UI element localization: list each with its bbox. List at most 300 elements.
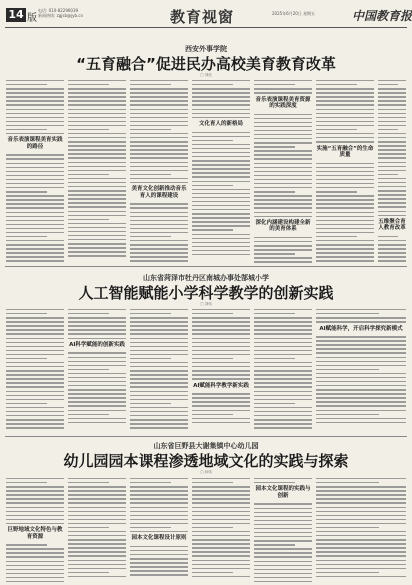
body-text-line bbox=[68, 255, 126, 256]
body-text-line bbox=[254, 88, 312, 89]
body-text-line bbox=[130, 216, 188, 217]
body-text-line bbox=[378, 252, 406, 253]
body-text-line bbox=[192, 374, 250, 375]
body-text-line bbox=[68, 478, 126, 479]
body-text-line bbox=[6, 544, 47, 545]
body-text-line bbox=[192, 378, 250, 379]
body-text-line bbox=[130, 137, 188, 138]
body-text-line bbox=[68, 551, 126, 552]
body-text-line bbox=[6, 399, 64, 400]
body-text-line bbox=[254, 317, 312, 318]
body-text-line bbox=[192, 205, 250, 206]
body-text-line bbox=[254, 358, 295, 359]
body-text-line bbox=[6, 556, 64, 557]
body-text-line bbox=[130, 554, 188, 555]
body-text-line bbox=[192, 238, 250, 239]
body-text-line bbox=[68, 121, 126, 122]
body-text-line bbox=[192, 209, 250, 210]
body-text-line bbox=[6, 552, 64, 553]
body-text-line bbox=[130, 478, 188, 479]
body-text-line bbox=[192, 160, 250, 161]
article-subhead: 巨野地域文化特色与教育资源 bbox=[7, 527, 63, 540]
body-text-line bbox=[130, 519, 188, 520]
body-text-line bbox=[254, 556, 312, 557]
body-text-line bbox=[378, 211, 406, 212]
body-text-line bbox=[130, 386, 188, 387]
body-text-line bbox=[254, 249, 312, 250]
body-text-line bbox=[192, 515, 250, 516]
body-text-line bbox=[68, 109, 126, 110]
body-text-line bbox=[316, 84, 357, 85]
body-text-line bbox=[6, 199, 64, 200]
body-text-line bbox=[6, 498, 64, 499]
body-text-line bbox=[6, 569, 64, 570]
article1-column-2 bbox=[68, 80, 126, 259]
body-text-line bbox=[378, 202, 406, 203]
body-text-line bbox=[6, 309, 64, 310]
body-text-line bbox=[68, 247, 126, 248]
body-text-line bbox=[378, 236, 398, 237]
body-text-line bbox=[6, 80, 64, 81]
body-text-line bbox=[254, 407, 312, 408]
body-text-line bbox=[130, 511, 188, 512]
body-text-line bbox=[130, 141, 188, 142]
body-text-line bbox=[254, 478, 312, 479]
body-text-line bbox=[316, 340, 406, 341]
article-subhead: 五维聚合育人教育改革 bbox=[378, 218, 406, 232]
article-subhead: 园本文化课程设计原则 bbox=[131, 535, 187, 542]
article1-column-3 bbox=[130, 80, 188, 265]
body-text-line bbox=[130, 366, 188, 367]
body-text-line bbox=[378, 88, 406, 89]
body-text-line bbox=[254, 212, 312, 213]
body-text-line bbox=[378, 162, 406, 163]
body-text-line bbox=[6, 325, 64, 326]
body-text-line bbox=[192, 168, 250, 169]
body-text-line bbox=[254, 411, 312, 412]
body-text-line bbox=[316, 117, 374, 118]
body-text-line bbox=[192, 193, 250, 194]
body-text-line bbox=[192, 88, 250, 89]
body-text-line bbox=[6, 581, 64, 582]
body-text-line bbox=[254, 346, 312, 347]
body-text-line bbox=[68, 149, 126, 150]
body-text-line bbox=[254, 516, 312, 517]
body-text-line bbox=[6, 187, 64, 188]
body-text-line bbox=[378, 174, 398, 175]
body-text-line bbox=[130, 260, 188, 261]
body-text-line bbox=[316, 344, 406, 345]
body-text-line bbox=[130, 566, 188, 567]
body-text-line bbox=[130, 338, 188, 339]
body-text-line bbox=[254, 114, 312, 115]
body-text-line bbox=[6, 100, 64, 101]
body-text-line bbox=[316, 551, 406, 552]
body-text-line bbox=[68, 486, 126, 487]
body-text-line bbox=[6, 342, 64, 343]
article-subhead: AI赋能科学，开启科学探究新模式 bbox=[319, 325, 403, 332]
article1-byline: □ 刘佳 bbox=[200, 73, 212, 77]
body-text-line bbox=[316, 482, 379, 483]
body-text-line bbox=[378, 92, 406, 93]
body-text-line bbox=[192, 140, 233, 141]
body-text-line bbox=[192, 486, 250, 487]
body-text-line bbox=[6, 216, 64, 217]
body-text-line bbox=[6, 171, 64, 172]
body-text-line bbox=[254, 84, 295, 85]
body-text-line bbox=[254, 419, 312, 420]
article2-column-5 bbox=[254, 309, 312, 431]
body-text-line bbox=[192, 370, 250, 371]
body-text-line bbox=[6, 523, 64, 524]
body-text-line bbox=[316, 418, 406, 419]
body-text-line bbox=[130, 419, 188, 420]
body-text-line bbox=[6, 354, 64, 355]
article2-headline: 人工智能赋能小学科学教学的创新实践 bbox=[78, 284, 334, 302]
body-text-line bbox=[6, 125, 64, 126]
body-text-line bbox=[68, 88, 126, 89]
body-text-line bbox=[6, 179, 64, 180]
body-text-line bbox=[254, 122, 312, 123]
body-text-line bbox=[192, 242, 250, 243]
body-text-line bbox=[378, 178, 406, 179]
body-text-line bbox=[130, 244, 188, 245]
body-text-line bbox=[68, 393, 126, 394]
body-text-line bbox=[130, 550, 188, 551]
body-text-line bbox=[130, 362, 188, 363]
body-text-line bbox=[254, 561, 312, 562]
body-text-line bbox=[68, 405, 126, 406]
body-text-line bbox=[6, 113, 64, 114]
body-text-line bbox=[68, 338, 126, 339]
body-text-line bbox=[130, 170, 188, 171]
body-text-line bbox=[192, 519, 250, 520]
article-subhead: 文化育人的新格局 bbox=[198, 121, 243, 128]
body-text-line bbox=[192, 414, 233, 415]
body-text-line bbox=[378, 84, 398, 85]
body-text-line bbox=[316, 167, 374, 168]
body-text-line bbox=[316, 125, 374, 126]
body-text-line bbox=[254, 175, 312, 176]
body-text-line bbox=[254, 362, 312, 363]
body-text-line bbox=[192, 225, 250, 226]
body-text-line bbox=[316, 104, 374, 105]
body-text-line bbox=[6, 366, 64, 367]
body-text-line bbox=[68, 117, 126, 118]
meta-email: 新闻热线: zgjsb@jyb.cn bbox=[38, 13, 84, 18]
body-text-line bbox=[6, 84, 47, 85]
body-text-line bbox=[378, 198, 406, 199]
body-text-line bbox=[130, 96, 188, 97]
body-text-line bbox=[130, 178, 188, 179]
body-text-line bbox=[68, 414, 109, 415]
section-title: 教育视窗 bbox=[170, 8, 235, 26]
body-text-line bbox=[316, 494, 406, 495]
body-text-line bbox=[192, 338, 250, 339]
body-text-line bbox=[192, 482, 233, 483]
article-subhead: 音乐表演课程美育实践的路径 bbox=[7, 137, 63, 150]
body-text-line bbox=[316, 321, 406, 322]
article3-column-6 bbox=[316, 478, 406, 580]
body-text-line bbox=[68, 145, 126, 146]
body-text-line bbox=[254, 552, 312, 553]
body-text-line bbox=[68, 100, 126, 101]
body-text-line bbox=[254, 565, 312, 566]
body-text-line bbox=[130, 562, 188, 563]
article-subhead: 美育文化创新推动音乐育人的课程建设 bbox=[131, 186, 187, 199]
body-text-line bbox=[254, 150, 312, 151]
body-text-line bbox=[192, 342, 250, 343]
body-text-line bbox=[192, 309, 250, 310]
article2-column-4 bbox=[192, 309, 250, 426]
article-subhead: AI赋能科学教学新实践 bbox=[193, 382, 249, 389]
body-text-line bbox=[254, 195, 312, 196]
body-text-line bbox=[254, 237, 312, 238]
body-text-line bbox=[130, 162, 188, 163]
body-text-line bbox=[316, 313, 379, 314]
body-text-line bbox=[6, 415, 64, 416]
body-text-line bbox=[316, 191, 357, 192]
body-text-line bbox=[316, 133, 374, 134]
body-text-line bbox=[316, 365, 406, 366]
body-text-line bbox=[316, 187, 374, 188]
body-text-line bbox=[68, 223, 126, 224]
body-text-line bbox=[130, 228, 188, 229]
body-text-line bbox=[378, 170, 406, 171]
body-text-line bbox=[316, 507, 406, 508]
body-text-line bbox=[6, 92, 64, 93]
body-text-line bbox=[378, 260, 406, 261]
body-text-line bbox=[316, 220, 374, 221]
body-text-line bbox=[68, 389, 126, 390]
body-text-line bbox=[316, 207, 374, 208]
body-text-line bbox=[130, 224, 188, 225]
body-text-line bbox=[6, 378, 64, 379]
body-text-line bbox=[192, 234, 250, 235]
body-text-line bbox=[192, 189, 250, 190]
body-text-line bbox=[130, 358, 171, 359]
body-text-line bbox=[192, 366, 250, 367]
body-text-line bbox=[68, 333, 126, 334]
article3-column-4 bbox=[192, 478, 250, 580]
body-text-line bbox=[130, 252, 188, 253]
body-text-line bbox=[130, 232, 188, 233]
body-text-line bbox=[130, 80, 188, 81]
body-text-line bbox=[130, 407, 188, 408]
body-text-line bbox=[130, 125, 188, 126]
body-text-line bbox=[68, 325, 126, 326]
body-text-line bbox=[130, 527, 171, 528]
body-text-line bbox=[68, 377, 126, 378]
body-text-line bbox=[316, 248, 374, 249]
body-text-line bbox=[130, 236, 171, 237]
newspaper-name: 中国教育报 bbox=[352, 9, 412, 23]
body-text-line bbox=[6, 419, 64, 420]
body-text-line bbox=[192, 547, 250, 548]
body-text-line bbox=[192, 117, 250, 118]
body-text-line bbox=[378, 96, 406, 97]
article1-column-7 bbox=[378, 80, 406, 265]
body-text-line bbox=[192, 317, 250, 318]
body-text-line bbox=[130, 507, 188, 508]
body-text-line bbox=[6, 154, 64, 155]
body-text-line bbox=[130, 333, 188, 334]
body-text-line bbox=[378, 206, 406, 207]
body-text-line bbox=[68, 125, 126, 126]
body-text-line bbox=[254, 540, 312, 541]
body-text-line bbox=[130, 149, 188, 150]
body-text-line bbox=[378, 248, 406, 249]
body-text-line bbox=[316, 369, 379, 370]
body-text-line bbox=[6, 511, 64, 512]
body-text-line bbox=[378, 113, 406, 114]
body-text-line bbox=[68, 198, 126, 199]
body-text-line bbox=[68, 535, 126, 536]
body-text-line bbox=[316, 568, 406, 569]
body-text-line bbox=[130, 182, 188, 183]
body-text-line bbox=[378, 240, 406, 241]
body-text-line bbox=[192, 325, 250, 326]
body-text-line bbox=[192, 329, 250, 330]
body-text-line bbox=[68, 162, 126, 163]
body-text-line bbox=[130, 558, 188, 559]
body-text-line bbox=[6, 244, 64, 245]
body-text-line bbox=[68, 129, 109, 130]
body-text-line bbox=[254, 257, 312, 258]
body-text-line bbox=[6, 167, 64, 168]
body-text-line bbox=[130, 256, 188, 257]
body-text-line bbox=[316, 555, 406, 556]
body-text-line bbox=[6, 212, 64, 213]
body-text-line bbox=[254, 163, 312, 164]
body-text-line bbox=[192, 354, 250, 355]
article-subhead: 园本文化课程的实践与创新 bbox=[255, 486, 311, 499]
body-text-line bbox=[254, 427, 312, 428]
issue-date: 2025年6月20日 星期五 bbox=[272, 11, 316, 16]
body-text-line bbox=[378, 153, 406, 154]
body-text-line bbox=[68, 401, 126, 402]
body-text-line bbox=[254, 350, 312, 351]
body-text-line bbox=[316, 240, 374, 241]
body-text-line bbox=[68, 182, 126, 183]
body-text-line bbox=[316, 244, 374, 245]
body-text-line bbox=[130, 240, 188, 241]
body-text-line bbox=[254, 171, 312, 172]
body-text-line bbox=[68, 352, 126, 353]
body-text-line bbox=[192, 551, 250, 552]
body-text-line bbox=[316, 385, 406, 386]
body-text-line bbox=[130, 325, 188, 326]
body-text-line bbox=[68, 206, 126, 207]
body-text-line bbox=[130, 309, 188, 310]
body-text-line bbox=[378, 186, 406, 187]
body-text-line bbox=[254, 138, 312, 139]
article1-headline: “五育融合”促进民办高校美育教育改革 bbox=[76, 55, 336, 73]
body-text-line bbox=[6, 333, 64, 334]
body-text-line bbox=[68, 227, 126, 228]
article-subhead: 音乐表演课程美育资源的实践深度 bbox=[255, 96, 311, 110]
body-text-line bbox=[68, 174, 109, 175]
body-text-line bbox=[6, 224, 64, 225]
body-text-line bbox=[68, 498, 126, 499]
body-text-line bbox=[6, 386, 64, 387]
body-text-line bbox=[6, 220, 64, 221]
body-text-line bbox=[130, 399, 188, 400]
body-text-line bbox=[68, 568, 126, 569]
body-text-line bbox=[6, 565, 64, 566]
body-text-line bbox=[316, 397, 406, 398]
body-text-line bbox=[68, 361, 126, 362]
body-text-line bbox=[378, 149, 406, 150]
body-text-line bbox=[192, 564, 250, 565]
body-text-line bbox=[68, 507, 126, 508]
body-text-line bbox=[68, 166, 126, 167]
body-text-line bbox=[316, 348, 406, 349]
body-text-line bbox=[316, 381, 406, 382]
body-text-line bbox=[68, 502, 126, 503]
body-text-line bbox=[316, 260, 374, 261]
body-text-line bbox=[192, 523, 250, 524]
body-text-line bbox=[68, 482, 109, 483]
body-text-line bbox=[316, 361, 406, 362]
body-text-line bbox=[68, 92, 126, 93]
body-text-line bbox=[378, 215, 406, 216]
body-text-line bbox=[254, 382, 312, 383]
body-text-line bbox=[68, 235, 126, 236]
body-text-line bbox=[316, 410, 406, 411]
body-text-line bbox=[192, 560, 250, 561]
body-text-line bbox=[130, 403, 171, 404]
body-text-line bbox=[6, 236, 47, 237]
body-text-line bbox=[254, 142, 312, 143]
body-text-line bbox=[130, 84, 171, 85]
body-text-line bbox=[68, 309, 126, 310]
body-text-line bbox=[6, 313, 47, 314]
body-text-line bbox=[254, 378, 312, 379]
body-text-line bbox=[254, 395, 312, 396]
body-text-line bbox=[68, 531, 126, 532]
page-number: 14 bbox=[6, 8, 26, 22]
body-text-line bbox=[68, 190, 126, 191]
body-text-line bbox=[6, 133, 64, 134]
body-text-line bbox=[6, 117, 64, 118]
article3-kicker: 山东省巨野县大谢集镇中心幼儿园 bbox=[153, 441, 259, 450]
body-text-line bbox=[254, 342, 312, 343]
body-text-line bbox=[130, 427, 188, 428]
body-text-line bbox=[130, 346, 188, 347]
body-text-line bbox=[68, 381, 126, 382]
body-text-line bbox=[68, 313, 109, 314]
body-text-line bbox=[192, 350, 250, 351]
body-text-line bbox=[254, 536, 312, 537]
body-text-line bbox=[378, 80, 406, 81]
body-text-line bbox=[316, 336, 406, 337]
body-text-line bbox=[254, 528, 312, 529]
body-text-line bbox=[68, 157, 126, 158]
body-text-line bbox=[192, 405, 250, 406]
body-text-line bbox=[6, 482, 47, 483]
body-text-line bbox=[130, 378, 188, 379]
body-text-line bbox=[316, 175, 374, 176]
body-text-line bbox=[192, 313, 233, 314]
body-text-line bbox=[130, 220, 188, 221]
body-text-line bbox=[68, 519, 126, 520]
body-text-line bbox=[254, 338, 312, 339]
body-text-line bbox=[68, 80, 126, 81]
body-text-line bbox=[68, 410, 126, 411]
body-text-line bbox=[68, 543, 126, 544]
body-text-line bbox=[316, 527, 379, 528]
